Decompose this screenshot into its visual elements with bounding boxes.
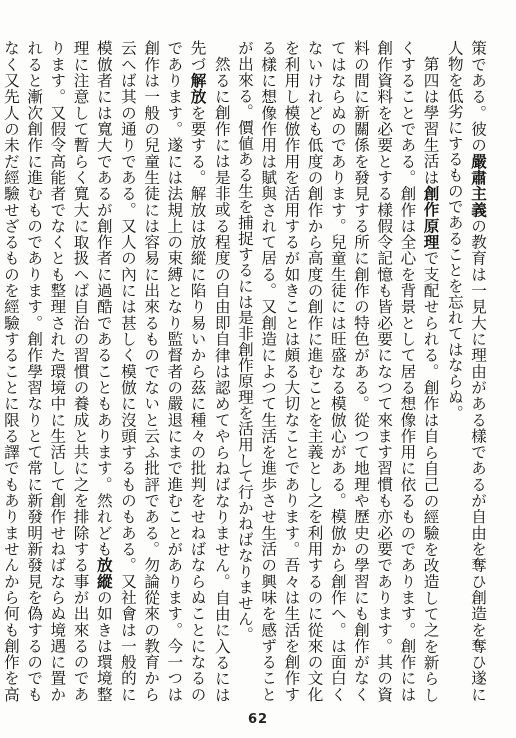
bold-term: 放縱 — [94, 556, 114, 590]
text-run: は認めてやらねばなりません。自由に入るには先づ — [188, 40, 231, 703]
text-run: の如きは環境整理に注意して暫らく寬大に取扱へば自治の習慣の養成と共に之を排除する事が出來るのであります。又假令高能者でなくとも整理された環境中に生活して創作せねばならぬ境遇に置かれると漸次創作に進むものであります。創作學習なりとて常に新發明新發見を偽するのでもなく又先人の未だ經驗せざるものを經驗することに限る譯でもありませんから何も創作を高 — [1, 40, 113, 703]
text-run: を要する。解放は放縱に陷り易いから茲に種々の批判をせねばならぬことになるのであります。遂には法規上の束縛となり監督者の嚴退にまで進むことがあります。今一つは創作は一般の兒童生徒には容易に出來るものでないと云ふ批評である。勿論從來の教育から云へば其の通りである。又人の內には甚しく模倣に沒頭するものもある。又社會は一般的に模倣者には寬大であるが創作者に過酷であることもあります。然れども — [94, 40, 207, 703]
bold-term: 嚴肅主義 — [469, 153, 488, 218]
body-paragraph — [233, 40, 443, 702]
text-run: 策である。彼の — [469, 40, 487, 154]
text-run: 第四は學習生活は — [421, 55, 440, 185]
text-run: で支配せられる。創作は自ら自己の經驗を改造して之を新らしくすることである。創作は全心を背景として居る想像作用に依るものであります。創作には創作資料を必要とする樣假令記憶も皆必要になつて來ます習慣も亦必要であります。其の資料の間に新關係を發見する所に創作の特色がある。從つて地理や歷史の學習にも創作がなくてはならぬのであります。兒童生徒には旺盛なる模倣心がある。模倣から創作へ。は面白くないけれども低度の創作から高度の創作に進むことを主義とし之を利用するのに從來の文化を利用し模倣作用を活用するが如きことは頗る大切なことであります。吾々は生活を創作する樣に想像作用は賦與されて居る。又創造によつて生活を進歩させ生活の興味を感ずることが出來る。價値ある生を捕捉するには是非創作原理を活用して行かねばなりません。 — [235, 40, 440, 702]
page-number: 62 — [247, 712, 269, 727]
text-run: の教育は一見大に理由がある樣であるが自由を奪ひ創造を奪ひ遂に人物を低劣にするものであることを忘れてはならぬ。 — [445, 40, 487, 703]
text-run: 或る程度の自由即自律 — [212, 201, 231, 363]
bold-term: 創作原理 — [421, 184, 441, 250]
body-paragraph — [443, 40, 490, 702]
body-paragraph — [0, 40, 233, 702]
text-run: 然るに創作には是非 — [212, 55, 231, 202]
vertical-text-body — [1, 40, 490, 703]
bold-term: 解放 — [188, 72, 208, 105]
